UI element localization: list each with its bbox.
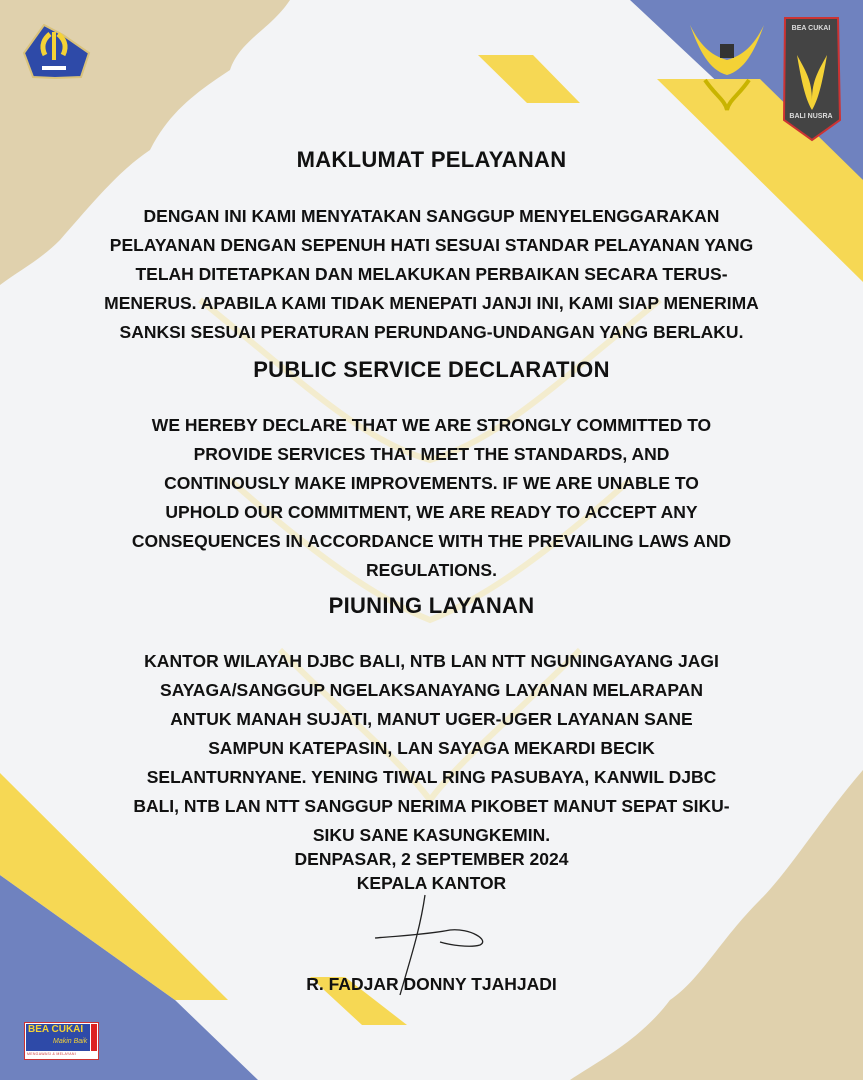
body-declaration: WE HEREBY DECLARE THAT WE ARE STRONGLY COMMITTED TO PROVIDE SERVICES THAT MEET THE STANDARDS, AND CONTINOUSLY MAKE IMPROVEMENTS. IF WE ARE UNABLE TO UPHOLD OUR COMMITMENT, WE ARE READY TO ACCEPT ANY CONSEQUENCES IN ACCORDANCE WITH THE PREVAILING LAWS AND REGULATIONS. xyxy=(131,415,732,580)
body-maklumat: DENGAN INI KAMI MENYATAKAN SANGGUP MENYELENGGARAKAN PELAYANAN DENGAN SEPENUH HATI SESUAI STANDAR PELAYANAN YANG TELAH DITETAPKAN DAN MELAKUKAN PERBAIKAN SECARA TERUS- MENERUS. APABILA KAMI TIDAK MENEPATI JANJI INI, KAMI SIAP MENERIMA SANKSI SESUAI PERATURAN PERUNDANG-UNDANGAN YANG BERLAKU. xyxy=(104,206,759,342)
logo-subtitle: MENGAWASI & MELAYANI xyxy=(27,1052,76,1056)
badge-top-text: BEA CUKAI xyxy=(791,25,831,32)
body-piuning: KANTOR WILAYAH DJBC BALI, NTB LAN NTT NGUNINGAYANG JAGI SAYAGA/SANGGUP NGELAKSANAYANG LAYANAN MELARAPAN ANTUK MANAH SUJATI, MANUT UGER-UGER LAYANAN SANE SAMPUN KATEPASIN, LAN SAYAGA MEKARDI BECIK SELANTURNYANE. YENING TIWAL RING PASUBAYA, KANWIL DJBC BALI, NTB LAN NTT SANGGUP NERIMA PIKOBET MANUT SEPAT SIKU- SIKU SANE KASUNGKEMIN. xyxy=(133,651,730,845)
title-piuning: PIUNING LAYANAN xyxy=(328,593,535,618)
title-declaration: PUBLIC SERVICE DECLARATION xyxy=(253,357,610,382)
logo-title: BEA CUKAI xyxy=(28,1024,84,1035)
bea-cukai-makin-baik-logo xyxy=(24,1022,99,1060)
yellow-stripe-top xyxy=(478,55,580,103)
place-date: DENPASAR, 2 SEPTEMBER 2024 xyxy=(294,849,569,869)
position: KEPALA KANTOR xyxy=(356,873,507,893)
title-maklumat: MAKLUMAT PELAYANAN xyxy=(296,147,567,172)
signatory-name: R. FADJAR DONNY TJAHJADI xyxy=(306,974,557,994)
badge-bottom-text: BALI NUSRA xyxy=(789,113,833,120)
logo-tagline: Makin Baik xyxy=(53,1038,88,1045)
bali-nusra-badge xyxy=(784,18,840,140)
